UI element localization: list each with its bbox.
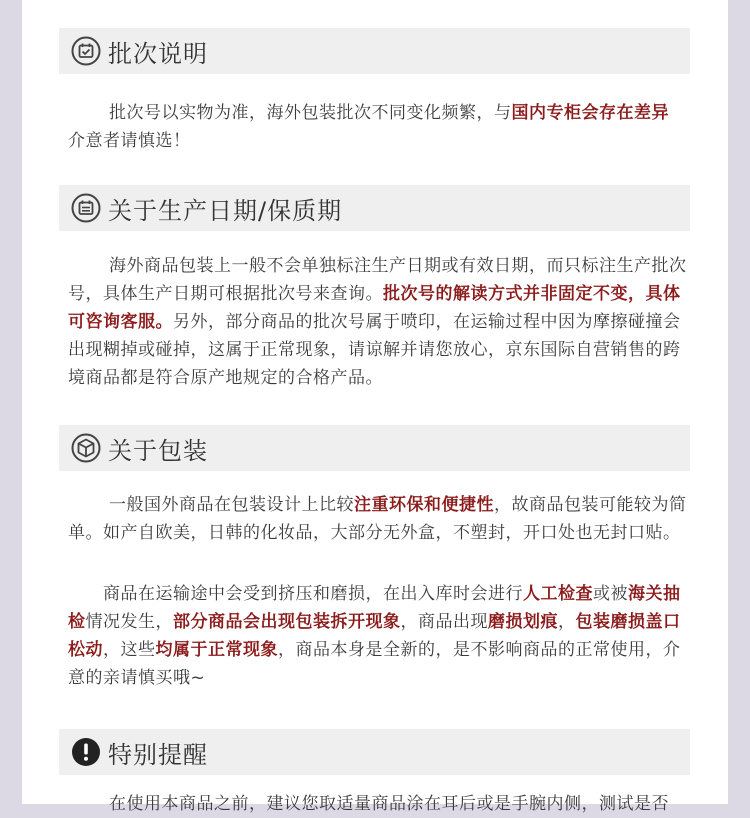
section-header-special-reminder (59, 729, 690, 775)
paragraph: 批次号以实物为准，海外包装批次不同变化频繁，与国内专柜会存在差异 介意者请慎选！ (68, 103, 669, 151)
section-header-production-date (59, 185, 690, 231)
paragraph: 商品在运输途中会受到挤压和磨损，在出入库时会进行人工检查或被海关抽检情况发生，部分商品会出现包装拆开现象，商品出现磨损划痕，包装磨损盖口松动，这些均属于正常现象，商品本身是全新的，是不影响商品的正常使用，介意的亲请慎买哦~ (68, 584, 681, 688)
section-title: 特别提醒 (108, 740, 208, 769)
package-box-icon (71, 433, 101, 463)
calendar-check-icon (71, 36, 101, 66)
exclamation-icon (71, 737, 101, 767)
section-title: 批次说明 (108, 39, 208, 68)
section-title: 关于生产日期/保质期 (108, 196, 343, 225)
calendar-icon (71, 193, 101, 223)
page (22, 0, 728, 814)
paragraph: 在使用本商品之前，建议您取适量商品涂在耳后或是手腕内侧，测试是否 (109, 794, 669, 814)
section-title: 关于包装 (108, 436, 208, 465)
paragraph: 一般国外商品在包装设计上比较注重环保和便捷性，故商品包装可能较为简单。如产自欧美，日韩的化妆品，大部分无外盒，不塑封，开口处也无封口贴。 (68, 495, 687, 543)
paragraph: 海外商品包装上一般不会单独标注生产日期或有效日期，而只标注生产批次号，具体生产日期可根据批次号来查询。批次号的解读方式并非固定不变，具体可咨询客服。另外，部分商品的批次号属于喷印，在运输过程中因为摩擦碰撞会出现糊掉或碰掉，这属于正常现象，请谅解并请您放心，京东国际自营销售的跨境商品都是符合原产地规定的合格产品。 (68, 256, 687, 388)
section-header-batch (59, 28, 690, 74)
section-header-packaging (59, 425, 690, 471)
